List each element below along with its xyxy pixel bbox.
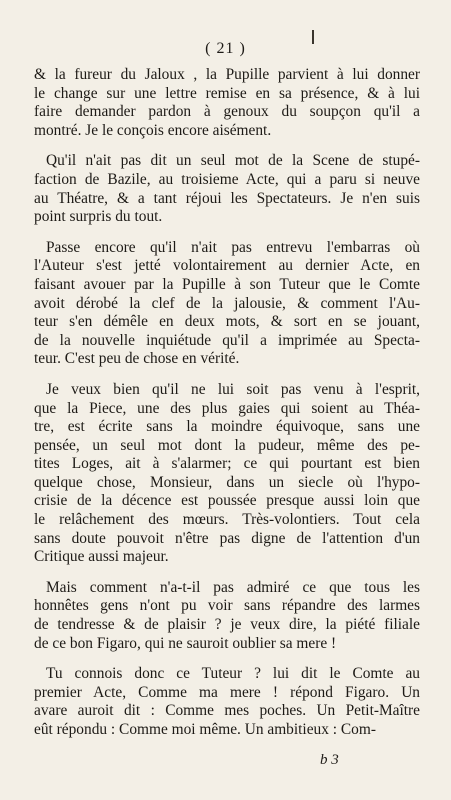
text-line: de la nouvelle inquiétude qu'il a imprimée au Specta- <box>34 331 420 349</box>
paragraph <box>34 66 420 140</box>
text-line: montré. Je le conçois encore aisément. <box>34 121 272 139</box>
text-line: teur s'en démêle en deux mots, & sort en se jouant, <box>34 313 420 331</box>
text-line: quelque chose, Monsieur, dans un siecle où l'hypo- <box>34 473 420 491</box>
text-line: tre, est écrite sans la moindre équivoque, sans une <box>34 418 420 436</box>
text-line: pensée, un seul mot dont la pudeur, même des pe- <box>34 436 420 454</box>
text-line: Critique aussi majeur. <box>34 548 169 566</box>
text-line: Je veux bien qu'il ne lui soit pas venu à l'esprit, <box>46 380 420 398</box>
paragraph <box>34 381 420 567</box>
text-line: Mais comment n'a-t-il pas admiré ce que tous les <box>46 578 420 596</box>
text-line: le change sur une lettre remise en sa présence, & à lui <box>34 84 420 102</box>
paragraph <box>34 239 420 369</box>
text-line: faire demander pardon à genoux du soupçon qu'il a <box>34 103 420 121</box>
text-line: honnêtes gens n'ont pu voir sans répandre des larmes <box>34 597 420 615</box>
text-line: faisant avouer par la Pupille à son Tuteur que le Comte <box>34 275 420 293</box>
paragraph <box>34 665 420 739</box>
paragraph <box>34 152 420 226</box>
text-line: avare auroit dit : Comme mes poches. Un Petit-Maître <box>34 702 420 720</box>
text-line: tites Loges, ait à s'alarmer; ce qui pourtant est bien <box>34 455 420 473</box>
text-line: sans doute pouvoit n'être pas digne de l'attention d'un <box>34 529 420 547</box>
text-line: eût répondu : Comme moi même. Un ambitieux : Com- <box>34 721 376 738</box>
text-line: & la fureur du Jaloux , la Pupille parvient à lui donner <box>34 66 420 83</box>
text-line: le relâchement des mœurs. Très-volontiers. Tout cela <box>34 511 420 529</box>
text-line: crisie de la décence est poussée presque aussi loin que <box>34 492 420 510</box>
signature-mark: b 3 <box>320 752 339 768</box>
text-line: l'Auteur s'est jetté volontairement au dernier Acte, en <box>34 257 420 275</box>
text-line: au Théatre, & a tant réjoui les Spectateurs. Je n'en suis <box>34 189 420 207</box>
paragraph <box>34 579 420 653</box>
text-line: de tendresse & de plaisir ? je veux dire, la piété filiale <box>34 616 420 634</box>
text-line: teur. C'est peu de chose en vérité. <box>34 350 240 368</box>
text-line: Passe encore qu'il n'ait pas entrevu l'embarras où <box>46 238 420 256</box>
text-line: que la Piece, une des plus gaies qui soient au Théa- <box>34 399 420 417</box>
text-line: Tu connois donc ce Tuteur ? lui dit le Comte au <box>46 665 420 683</box>
page-number: ( 21 ) <box>205 40 246 57</box>
text-line: point surpris du tout. <box>34 208 163 226</box>
text-line: avoit dérobé la clef de la jalousie, & comment l'Au- <box>34 294 420 312</box>
text-line: premier Acte, Comme ma mere ! répond Figaro. Un <box>34 683 420 701</box>
text-line: faction de Bazile, au troisieme Acte, qui a paru si neuve <box>34 170 420 188</box>
body-text <box>34 66 420 752</box>
text-line: Qu'il n'ait pas dit un seul mot de la Scene de stupé- <box>46 152 420 170</box>
text-line: de ce bon Figaro, qui ne sauroit oublier sa mere ! <box>34 634 337 652</box>
